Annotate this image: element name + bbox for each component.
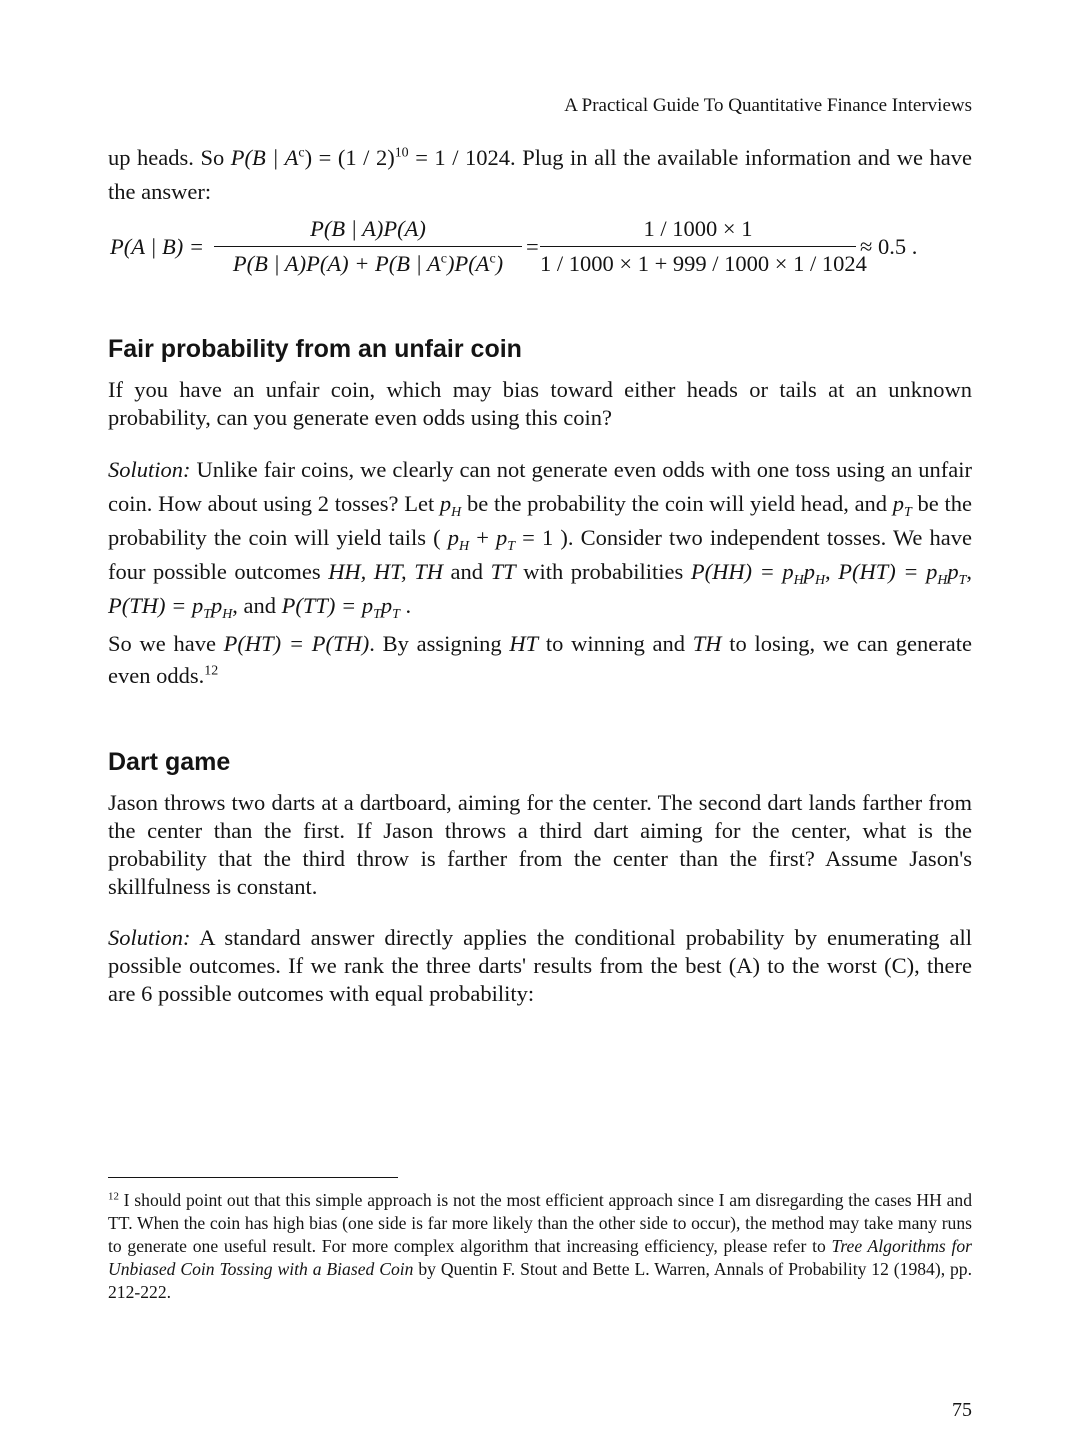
footnote: $^{12}$ I should point out that this simple approach is not the most efficient approach since I am disregarding the cases HH and TT. When the coin has high bias (one side is far more likely than the other side to occur), the method may take many runs to generate one useful result. For more complex algorithm that increasing efficiency, please refer to Tree Algorithms for Unbiased Coin Tossing with a Biased Coin by Quentin F. Stout and Bette L. Warren, Annals of Probability 12 (1984), pp. 212-222. [108, 1190, 973, 1302]
fair-coin-solution: Solution: Unlike fair coins, we clearly can not generate even odds with one toss using an unfair coin. How about using 2 tosses? Let $p_H$ be the probability the coin will yield head, and $p_T$ be the probability the coin will yield tails ( $p_H + p_T = 1$ ). Consider two independent tosses. We have four possible outcomes HH, HT, TH and TT with probabilities $P(HH) = p_Hp_H$, $P(HT) = p_Hp_T$, $P(TH) = p_Tp_H$, and $P(TT) = p_Tp_T$ . [108, 457, 973, 622]
footnote-rule [108, 1177, 398, 1178]
footnote-reference[interactable]: 12 [204, 663, 219, 679]
formula-fraction-numeric: $\frac{1 / 1000 \times 1}{1 / 1000 \times 1 + 999 / 1000 \times 1 / 1024}$ [540, 214, 856, 279]
section-heading-fair-coin: Fair probability from an unfair coin [108, 335, 522, 363]
footnote-marker: 12 [108, 1190, 119, 1203]
formula-result: ≈ 0.5 . [860, 234, 918, 259]
fair-coin-conclusion: So we have P(HT) = P(TH). By assigning HT to winning and TH to losing, we can generate even odds.$^{12}$ [108, 631, 972, 688]
bayes-formula [108, 214, 972, 284]
fair-coin-question: If you have an unfair coin, which may bias toward either heads or tails at an unknown probability, can you generate even odds using this coin? [108, 377, 972, 430]
dart-game-solution: Solution: A standard answer directly applies the conditional probability by enumerating all possible outcomes. If we rank the three darts' results from the best (A) to the worst (C), there are 6 possible outcomes with equal probability: [108, 925, 972, 1006]
cited-title: Tree Algorithms for Unbiased Coin Tossing with a Biased Coin [108, 1236, 973, 1279]
page-number: 75 [952, 1399, 972, 1421]
dart-game-question: Jason throws two darts at a dartboard, aiming for the center. The second dart lands farther from the center than the first. If Jason throws a third dart aiming for the center, what is the probability that the third throw is farther from the center than the first? Assume Jason's skillfulness is constant. [108, 790, 972, 899]
formula-lhs: P(A | B) = [110, 234, 205, 259]
formula-fraction-symbolic: $\frac{P(B | A)P(A)}{P(B | A)P(A) + P(B | A^c)P(A^c)}$ [214, 214, 522, 279]
intro-paragraph: up heads. So P(B | $A^c) = (1 / 2)^{10} = 1 / 1024$. Plug in all the available information and we have the answer: [108, 145, 972, 204]
section-heading-dart-game: Dart game [108, 748, 231, 776]
running-header: A Practical Guide To Quantitative Finance Interviews [564, 95, 972, 116]
formula-equals: = [526, 234, 539, 259]
